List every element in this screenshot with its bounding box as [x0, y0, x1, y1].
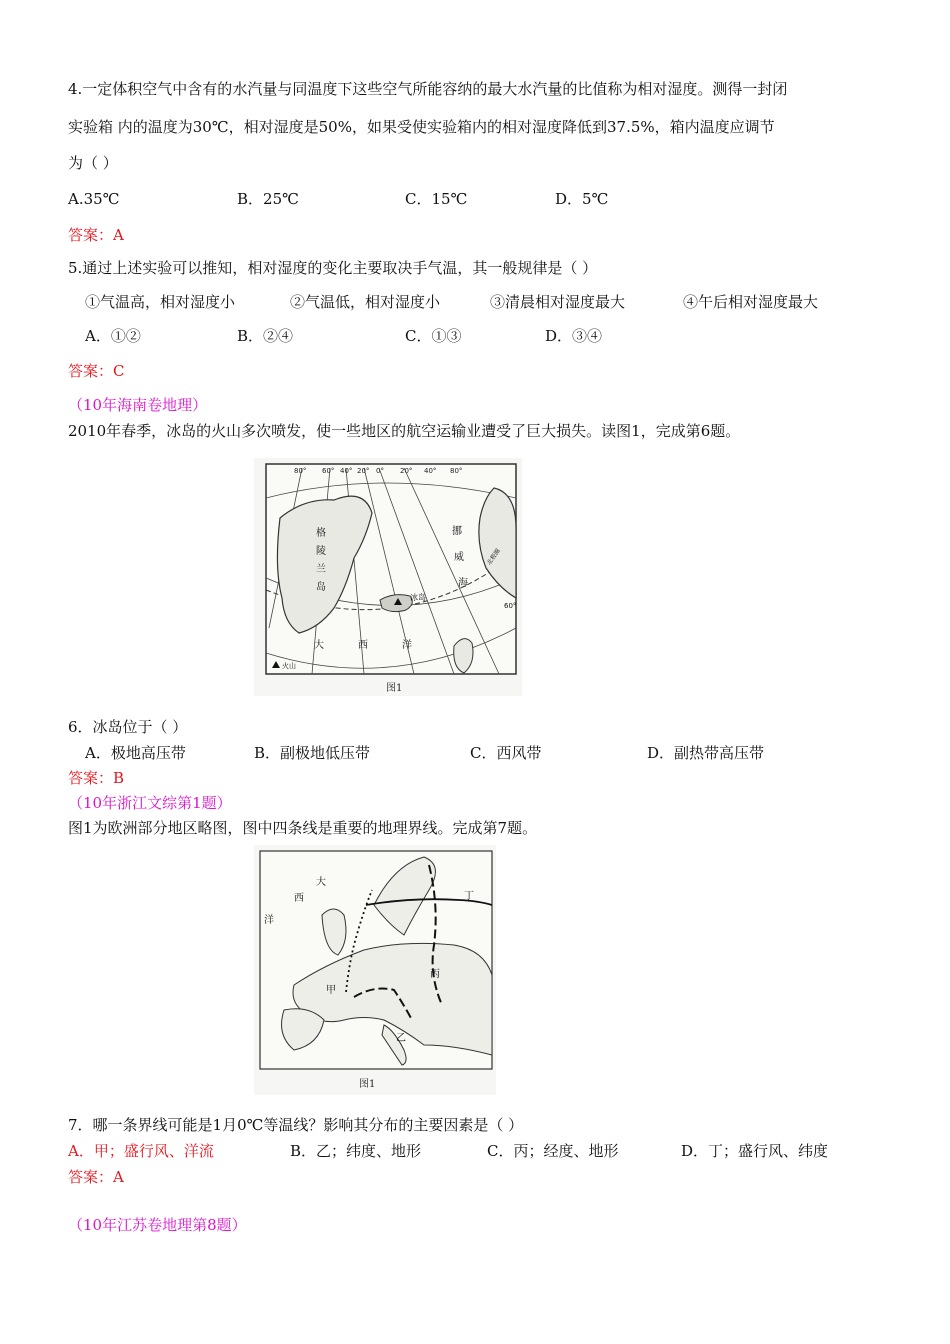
ocean-label-3: 洋 [264, 915, 274, 926]
q7-option-d: D．丁；盛行风、纬度 [681, 1142, 829, 1160]
europe-map [254, 845, 496, 1095]
section1-intro: 2010年春季，冰岛的火山多次喷发，使一些地区的航空运输业遭受了巨大损失。读图1，完成第6题。 [68, 422, 741, 440]
atlantic-label-3: 洋 [402, 640, 412, 651]
iceland-map [254, 458, 522, 696]
greenland-label-3: 兰 [316, 564, 326, 575]
norwegian-sea-label-2: 威 [454, 552, 464, 563]
q5-stem: 5.通过上述实验可以推知，相对湿度的变化主要取决手气温，其一般规律是（ ） [68, 259, 598, 277]
q7-option-c: C．丙；经度、地形 [487, 1142, 619, 1160]
section2-intro: 图1为欧洲部分地区略图，图中四条线是重要的地理界线。完成第7题。 [68, 819, 538, 837]
lon-label: 40° [340, 467, 353, 475]
section3-source: （10年江苏卷地理第8题） [68, 1216, 247, 1234]
lon-label: 60° [322, 467, 335, 475]
lon-label: 20° [357, 467, 370, 475]
q7-option-b: B．乙；纬度、地形 [290, 1142, 422, 1160]
q5-option-c: C．①③ [405, 327, 462, 345]
line-label-yi: 乙 [396, 1033, 406, 1044]
norwegian-sea-label-1: 挪 [452, 526, 462, 537]
q4-line-1: 4.一定体积空气中含有的水汽量与同温度下这些空气所能容纳的最大水汽量的比值称为相对湿度。测得一封闭 [68, 80, 788, 98]
ocean-label-2: 西 [294, 893, 304, 904]
lat-label: 60° [504, 602, 517, 610]
legend-volcano-label: 火山 [282, 662, 296, 670]
q7-answer: 答案：A [68, 1168, 124, 1186]
q6-option-d: D．副热带高压带 [647, 744, 765, 762]
greenland-label-2: 陵 [316, 546, 326, 557]
q5-statement-3: ③清晨相对湿度最大 [490, 293, 626, 311]
section1-source: （10年海南卷地理） [68, 396, 208, 414]
ocean-label-1: 大 [316, 877, 326, 888]
q4-line-2: 实验箱 内的温度为30℃，相对湿度是50%，如果受使实验箱内的相对湿度降低到37.5%，箱内温度应调节 [68, 118, 775, 136]
greenland-label-4: 岛 [316, 582, 326, 593]
lon-label: 80° [450, 467, 463, 475]
iceland-map-figure [254, 458, 522, 696]
map2-caption: 图1 [359, 1079, 376, 1090]
line-label-ding: 丁 [464, 891, 474, 902]
europe-map-figure [254, 845, 496, 1095]
lon-label: 80° [294, 467, 307, 475]
q4-line-3: 为（ ） [68, 154, 118, 172]
q5-option-d: D．③④ [545, 327, 603, 345]
q4-option-b: B．25℃ [237, 190, 299, 208]
q6-option-c: C．西风带 [470, 744, 542, 762]
line-label-jia: 甲 [326, 985, 336, 996]
iceland-label: 冰岛 [410, 593, 426, 602]
q4-option-c: C．15℃ [405, 190, 468, 208]
q4-answer: 答案：A [68, 226, 124, 244]
atlantic-label-1: 大 [314, 640, 324, 651]
q4-option-a: A.35℃ [68, 190, 120, 208]
q4-option-d: D．5℃ [555, 190, 609, 208]
q6-option-b: B．副极地低压带 [254, 744, 371, 762]
q5-statement-2: ②气温低，相对湿度小 [290, 293, 441, 311]
q6-answer: 答案：B [68, 769, 125, 787]
map1-caption: 图1 [386, 683, 403, 694]
q5-answer: 答案：C [68, 362, 125, 380]
q7-option-a: A．甲；盛行风、洋流 [68, 1142, 214, 1160]
q7-stem: 7．哪一条界线可能是1月0℃等温线？影响其分布的主要因素是（ ） [68, 1116, 524, 1134]
q5-statement-4: ④午后相对湿度最大 [683, 293, 819, 311]
q6-stem: 6．冰岛位于（ ） [68, 718, 188, 736]
norwegian-sea-label-3: 海 [458, 578, 468, 589]
section2-source: （10年浙江文综第1题） [68, 794, 232, 812]
arctic-circle-label: 北极圈 [485, 547, 502, 567]
line-label-bing: 丙 [430, 969, 440, 980]
q6-option-a: A．极地高压带 [85, 744, 186, 762]
lon-label: 40° [424, 467, 437, 475]
q5-option-a: A．①② [85, 327, 141, 345]
lon-label: 20° [400, 467, 413, 475]
q5-statement-1: ①气温高，相对湿度小 [85, 293, 236, 311]
atlantic-label-2: 西 [358, 640, 368, 651]
q5-option-b: B．②④ [237, 327, 294, 345]
lon-label: 0° [376, 467, 384, 475]
greenland-label-1: 格 [316, 528, 326, 539]
